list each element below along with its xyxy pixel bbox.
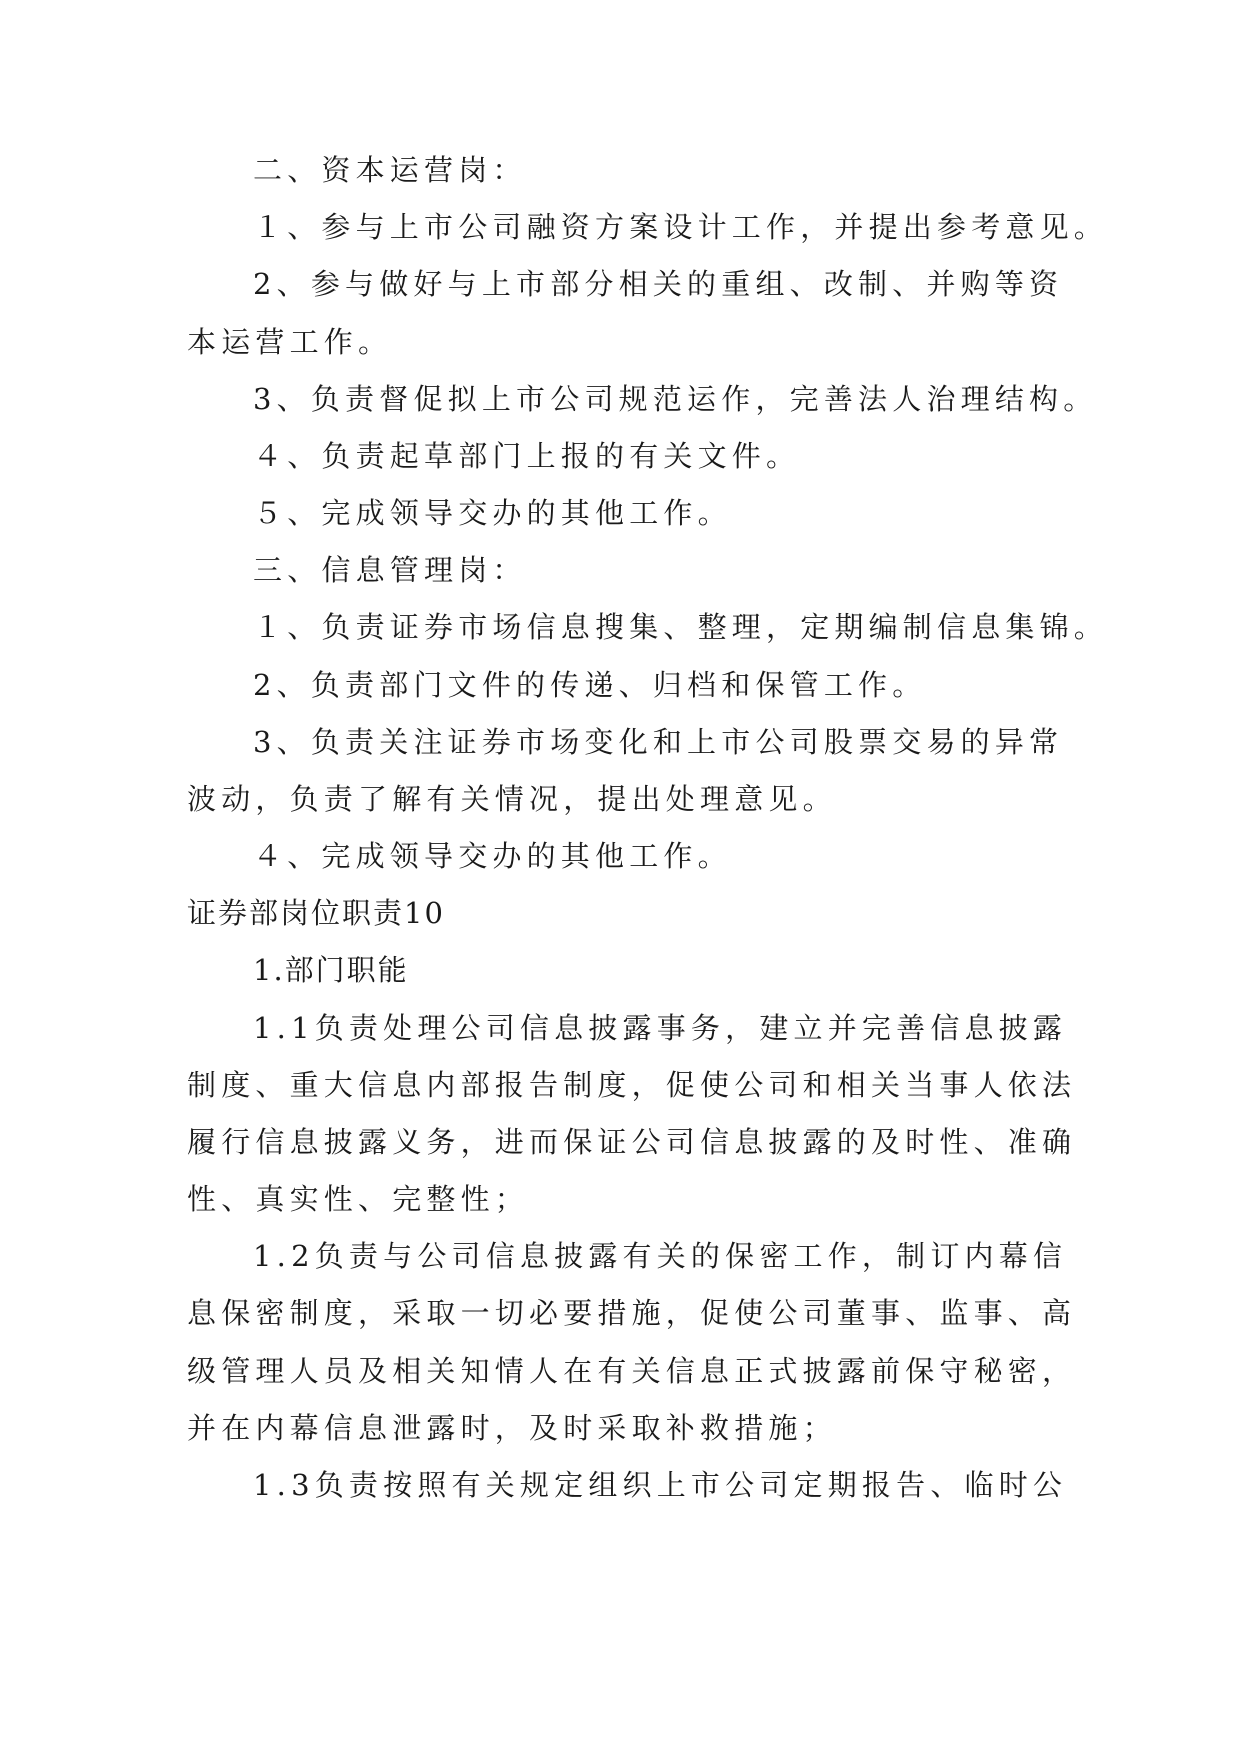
paragraph-line: ４、负责起草部门上报的有关文件。 bbox=[253, 439, 801, 473]
paragraph-line: 制度、重大信息内部报告制度，促使公司和相关当事人依法 bbox=[187, 1068, 1077, 1102]
paragraph-line: １、负责证券市场信息搜集、整理，定期编制信息集锦。 bbox=[253, 610, 1109, 644]
paragraph-line: 1.1负责处理公司信息披露事务，建立并完善信息披露 bbox=[253, 1011, 1068, 1045]
paragraph-line: 波动，负责了解有关情况，提出处理意见。 bbox=[187, 782, 837, 816]
section-heading-information-management: 三、信息管理岗： bbox=[253, 553, 527, 587]
paragraph-line: ４、完成领导交办的其他工作。 bbox=[253, 839, 732, 873]
paragraph-line: 本运营工作。 bbox=[187, 325, 393, 359]
paragraph-line: 1.3负责按照有关规定组织上市公司定期报告、临时公 bbox=[253, 1468, 1068, 1502]
section-heading-capital-operations: 二、资本运营岗： bbox=[253, 153, 527, 187]
paragraph-line: ５、完成领导交办的其他工作。 bbox=[253, 496, 732, 530]
paragraph-line: 级管理人员及相关知情人在有关信息正式披露前保守秘密， bbox=[187, 1354, 1077, 1388]
subsection-heading: 1.部门职能 bbox=[253, 953, 409, 987]
paragraph-line: 3、负责督促拟上市公司规范运作，完善法人治理结构。 bbox=[253, 382, 1098, 416]
paragraph-line: 2、负责部门文件的传递、归档和保管工作。 bbox=[253, 668, 927, 702]
paragraph-line: 2、参与做好与上市部分相关的重组、改制、并购等资 bbox=[253, 267, 1064, 301]
paragraph-line: 履行信息披露义务，进而保证公司信息披露的及时性、准确 bbox=[187, 1125, 1077, 1159]
paragraph-line: 3、负责关注证券市场变化和上市公司股票交易的异常 bbox=[253, 725, 1064, 759]
paragraph-line: 并在内幕信息泄露时，及时采取补救措施； bbox=[187, 1411, 837, 1445]
paragraph-line: １、参与上市公司融资方案设计工作，并提出参考意见。 bbox=[253, 210, 1109, 244]
document-section-title: 证券部岗位职责10 bbox=[187, 896, 445, 930]
paragraph-line: 1.2负责与公司信息披露有关的保密工作，制订内幕信 bbox=[253, 1239, 1068, 1273]
paragraph-line: 息保密制度，采取一切必要措施，促使公司董事、监事、高 bbox=[187, 1296, 1077, 1330]
paragraph-line: 性、真实性、完整性； bbox=[187, 1182, 530, 1216]
